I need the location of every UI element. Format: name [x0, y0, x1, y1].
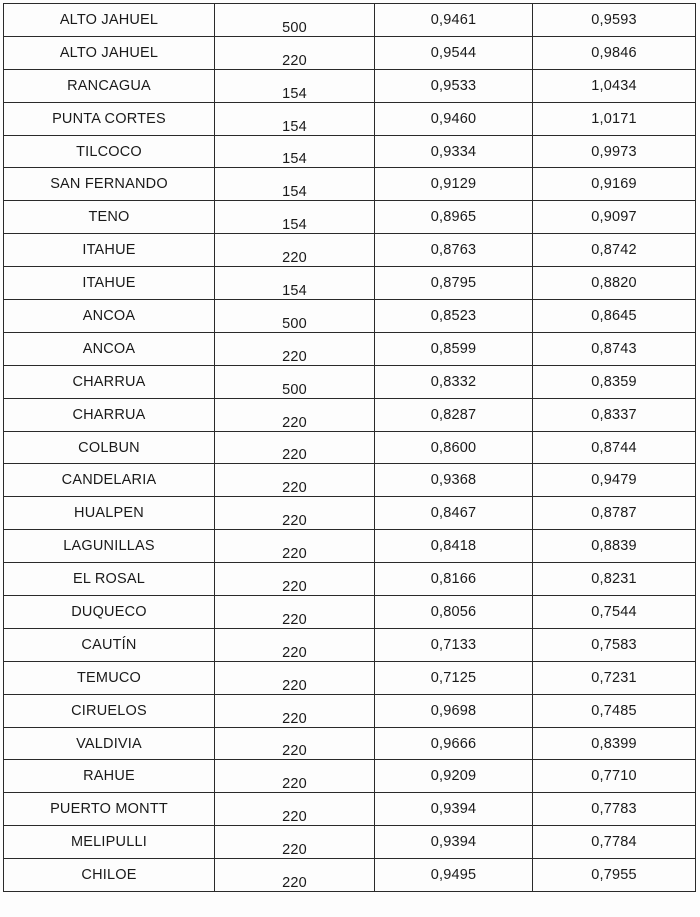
substation-name-cell: PUERTO MONTT [4, 793, 215, 826]
substation-name-cell: CHARRUA [4, 365, 215, 398]
table-row [4, 365, 696, 398]
table-row [4, 826, 696, 859]
value-2-cell: 0,8399 [533, 727, 696, 760]
substation-name-cell: CHILOE [4, 859, 215, 892]
value-2-cell: 0,7231 [533, 661, 696, 694]
substation-name-cell: ITAHUE [4, 234, 215, 267]
table-row [4, 530, 696, 563]
voltage-cell: 154 [215, 69, 375, 102]
voltage-cell: 220 [215, 563, 375, 596]
table-row [4, 332, 696, 365]
voltage-cell: 220 [215, 234, 375, 267]
value-1-cell: 0,8418 [375, 530, 533, 563]
table-row [4, 727, 696, 760]
table-row [4, 135, 696, 168]
substation-name-cell: RAHUE [4, 760, 215, 793]
value-1-cell: 0,9394 [375, 793, 533, 826]
value-1-cell: 0,8467 [375, 497, 533, 530]
table-row [4, 300, 696, 333]
value-2-cell: 0,8742 [533, 234, 696, 267]
value-2-cell: 0,8337 [533, 398, 696, 431]
table-row [4, 464, 696, 497]
value-1-cell: 0,9698 [375, 694, 533, 727]
value-1-cell: 0,9368 [375, 464, 533, 497]
value-2-cell: 0,8744 [533, 431, 696, 464]
value-1-cell: 0,9129 [375, 168, 533, 201]
value-2-cell: 0,7784 [533, 826, 696, 859]
value-2-cell: 0,8231 [533, 563, 696, 596]
table-row [4, 36, 696, 69]
value-2-cell: 0,7583 [533, 628, 696, 661]
table-row [4, 628, 696, 661]
table-row [4, 267, 696, 300]
value-2-cell: 1,0434 [533, 69, 696, 102]
voltage-cell: 220 [215, 727, 375, 760]
value-1-cell: 0,9209 [375, 760, 533, 793]
value-1-cell: 0,9334 [375, 135, 533, 168]
substation-name-cell: TILCOCO [4, 135, 215, 168]
table-row [4, 859, 696, 892]
substation-name-cell: CAUTÍN [4, 628, 215, 661]
voltage-cell: 154 [215, 267, 375, 300]
substation-name-cell: ALTO JAHUEL [4, 4, 215, 37]
substation-name-cell: ITAHUE [4, 267, 215, 300]
table-row [4, 102, 696, 135]
value-2-cell: 0,9593 [533, 4, 696, 37]
voltage-cell: 220 [215, 694, 375, 727]
table-row [4, 497, 696, 530]
table-row [4, 398, 696, 431]
value-1-cell: 0,8599 [375, 332, 533, 365]
voltage-cell: 154 [215, 135, 375, 168]
substation-name-cell: PUNTA CORTES [4, 102, 215, 135]
voltage-cell: 220 [215, 628, 375, 661]
value-1-cell: 0,8332 [375, 365, 533, 398]
value-2-cell: 0,7485 [533, 694, 696, 727]
value-2-cell: 0,8787 [533, 497, 696, 530]
voltage-cell: 220 [215, 431, 375, 464]
table-row [4, 563, 696, 596]
table-row [4, 596, 696, 629]
substation-name-cell: ALTO JAHUEL [4, 36, 215, 69]
value-1-cell: 0,9460 [375, 102, 533, 135]
value-1-cell: 0,8795 [375, 267, 533, 300]
table-row [4, 760, 696, 793]
table-row [4, 168, 696, 201]
table-row [4, 201, 696, 234]
value-2-cell: 0,9169 [533, 168, 696, 201]
substation-name-cell: VALDIVIA [4, 727, 215, 760]
voltage-cell: 500 [215, 300, 375, 333]
value-2-cell: 0,7710 [533, 760, 696, 793]
voltage-cell: 220 [215, 596, 375, 629]
value-2-cell: 0,8359 [533, 365, 696, 398]
value-1-cell: 0,8523 [375, 300, 533, 333]
substation-name-cell: DUQUECO [4, 596, 215, 629]
value-2-cell: 0,7544 [533, 596, 696, 629]
value-1-cell: 0,9394 [375, 826, 533, 859]
voltage-cell: 154 [215, 102, 375, 135]
substation-name-cell: TEMUCO [4, 661, 215, 694]
substation-name-cell: EL ROSAL [4, 563, 215, 596]
table-row [4, 661, 696, 694]
value-2-cell: 0,7783 [533, 793, 696, 826]
substation-name-cell: TENO [4, 201, 215, 234]
voltage-cell: 154 [215, 201, 375, 234]
value-1-cell: 0,8056 [375, 596, 533, 629]
table-row [4, 694, 696, 727]
value-1-cell: 0,9544 [375, 36, 533, 69]
substation-name-cell: LAGUNILLAS [4, 530, 215, 563]
substation-name-cell: MELIPULLI [4, 826, 215, 859]
voltage-cell: 220 [215, 760, 375, 793]
substation-name-cell: SAN FERNANDO [4, 168, 215, 201]
voltage-cell: 220 [215, 826, 375, 859]
value-1-cell: 0,8965 [375, 201, 533, 234]
substation-name-cell: HUALPEN [4, 497, 215, 530]
voltage-cell: 220 [215, 332, 375, 365]
voltage-cell: 220 [215, 36, 375, 69]
substation-name-cell: CANDELARIA [4, 464, 215, 497]
value-1-cell: 0,8287 [375, 398, 533, 431]
table-row [4, 793, 696, 826]
value-2-cell: 0,9846 [533, 36, 696, 69]
table-body [4, 4, 696, 892]
voltage-cell: 220 [215, 793, 375, 826]
voltage-cell: 220 [215, 398, 375, 431]
value-2-cell: 0,8645 [533, 300, 696, 333]
voltage-cell: 500 [215, 4, 375, 37]
value-1-cell: 0,9495 [375, 859, 533, 892]
voltage-cell: 220 [215, 530, 375, 563]
substation-name-cell: ANCOA [4, 332, 215, 365]
voltage-cell: 220 [215, 859, 375, 892]
value-2-cell: 0,8743 [533, 332, 696, 365]
value-1-cell: 0,8763 [375, 234, 533, 267]
table-row [4, 234, 696, 267]
value-1-cell: 0,8600 [375, 431, 533, 464]
value-1-cell: 0,7133 [375, 628, 533, 661]
value-1-cell: 0,9666 [375, 727, 533, 760]
voltage-cell: 154 [215, 168, 375, 201]
table-row [4, 431, 696, 464]
value-1-cell: 0,8166 [375, 563, 533, 596]
value-2-cell: 0,7955 [533, 859, 696, 892]
voltage-cell: 500 [215, 365, 375, 398]
voltage-cell: 220 [215, 497, 375, 530]
table-row [4, 4, 696, 37]
substation-name-cell: RANCAGUA [4, 69, 215, 102]
substation-name-cell: ANCOA [4, 300, 215, 333]
substation-name-cell: CIRUELOS [4, 694, 215, 727]
substation-voltage-table [3, 3, 696, 892]
table-row [4, 69, 696, 102]
value-1-cell: 0,9533 [375, 69, 533, 102]
value-1-cell: 0,7125 [375, 661, 533, 694]
value-2-cell: 0,9479 [533, 464, 696, 497]
substation-name-cell: COLBUN [4, 431, 215, 464]
value-1-cell: 0,9461 [375, 4, 533, 37]
voltage-cell: 220 [215, 661, 375, 694]
voltage-cell: 220 [215, 464, 375, 497]
value-2-cell: 0,9097 [533, 201, 696, 234]
substation-name-cell: CHARRUA [4, 398, 215, 431]
value-2-cell: 0,9973 [533, 135, 696, 168]
value-2-cell: 1,0171 [533, 102, 696, 135]
value-2-cell: 0,8820 [533, 267, 696, 300]
value-2-cell: 0,8839 [533, 530, 696, 563]
